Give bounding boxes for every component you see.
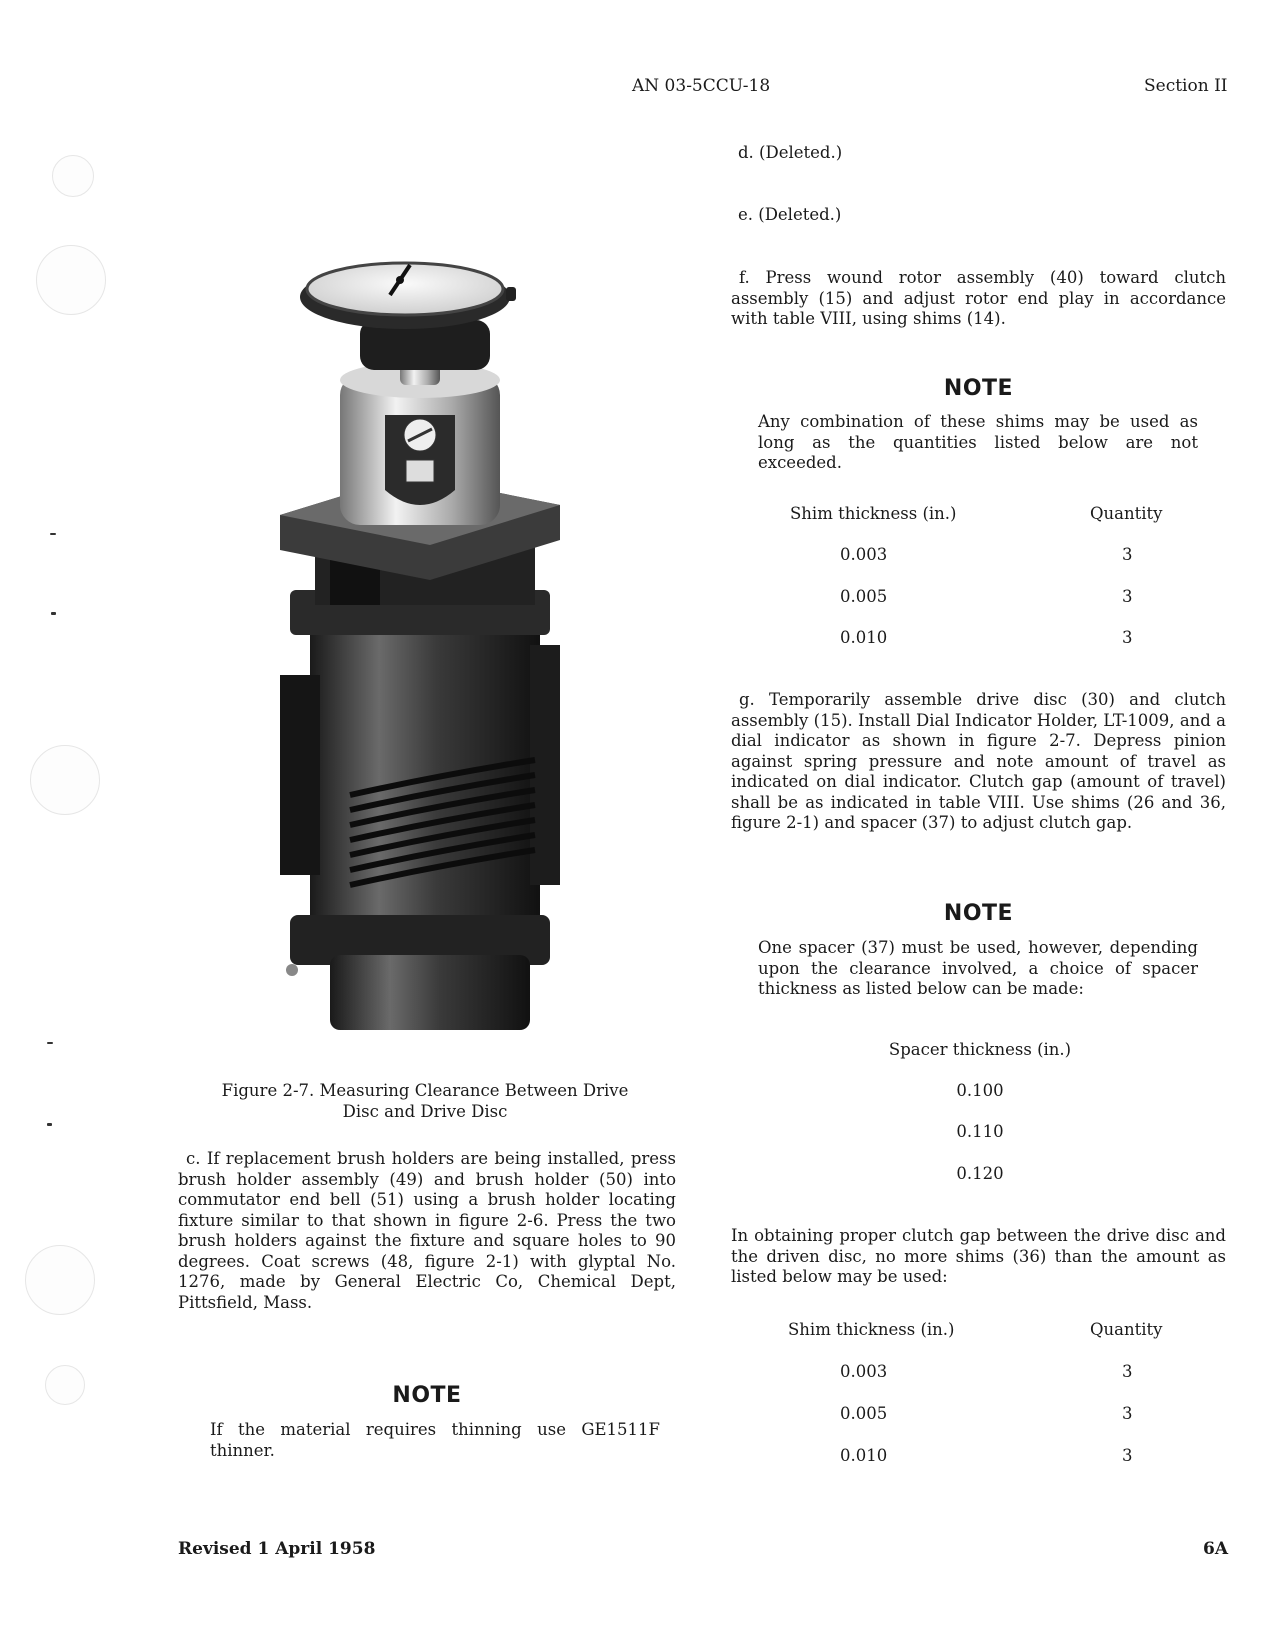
margin-mark — [50, 533, 56, 535]
dial-indicator-assembly-icon — [270, 255, 580, 1045]
revision-date: Revised 1 April 1958 — [178, 1539, 376, 1559]
table-cell: 3 — [1122, 1404, 1133, 1423]
table-header: Spacer thickness (in.) — [888, 1040, 1072, 1059]
figure-caption-line1: Figure 2-7. Measuring Clearance Between Drive — [221, 1081, 629, 1100]
margin-mark — [51, 612, 56, 615]
item-d: d. (Deleted.) — [738, 143, 843, 162]
table-header: Shim thickness (in.) — [788, 1320, 955, 1339]
table-header: Quantity — [1090, 1320, 1163, 1339]
table-cell: 3 — [1122, 545, 1133, 564]
table-header: Quantity — [1090, 504, 1163, 523]
section-label: Section II — [1144, 76, 1228, 96]
table-cell: 3 — [1122, 1362, 1133, 1381]
table-cell: 3 — [1122, 587, 1133, 606]
item-f: f. Press wound rotor assembly (40) toward clutch assembly (15) and adjust rotor end play in accordance with table VIII, using shims (14). — [731, 268, 1226, 328]
doc-number: AN 03-5CCU-18 — [632, 76, 771, 96]
table-header: Shim thickness (in.) — [790, 504, 957, 523]
figure-caption — [190, 1081, 660, 1122]
item-g: g. Temporarily assemble drive disc (30) and clutch assembly (15). Install Dial Indicator Holder, LT-1009, and a dial indicator as shown in figure 2-7. Depress pinion against spring pressure and note amount of travel as indicated on dial indicator. Clutch gap (amount of travel) shall be as indicated in table VIII. Use shims (26 and 36, figure 2-1) and spacer (37) to adjust clutch gap. — [731, 690, 1226, 832]
margin-mark — [47, 1042, 53, 1044]
binder-hole — [45, 1365, 85, 1405]
item-e: e. (Deleted.) — [738, 205, 842, 224]
note-title: NOTE — [943, 901, 1014, 926]
note-title: NOTE — [943, 376, 1014, 401]
table-cell: 3 — [1122, 1446, 1133, 1465]
clutch-gap-text: In obtaining proper clutch gap between the drive disc and the driven disc, no more shims (36) than the amount as listed below may be used: — [731, 1226, 1226, 1286]
note-title: NOTE — [392, 1383, 462, 1408]
binder-hole — [30, 745, 100, 815]
table-cell: 0.003 — [840, 1362, 888, 1381]
item-c: c. If replacement brush holders are being installed, press brush holder assembly (49) and brush holder (50) into commutator end bell (51) using a brush holder locating fixture similar to that shown in figure 2-6. Press the two brush holders against the fixture and square holes to 90 degrees. Coat screws (48, figure 2-1) with glyptal No. 1276, made by General Electric Co, Chemical Dept, Pittsfield, Mass. — [178, 1149, 676, 1312]
table-cell: 0.005 — [840, 587, 888, 606]
table-cell: 3 — [1122, 628, 1133, 647]
table-cell: 0.005 — [840, 1404, 888, 1423]
binder-hole — [36, 245, 106, 315]
margin-mark — [47, 1123, 52, 1126]
note-text: If the material requires thinning use GE1511F thinner. — [210, 1420, 660, 1460]
note-text: Any combination of these shims may be used as long as the quantities listed below are not exceeded. — [758, 412, 1198, 472]
table-cell: 0.120 — [956, 1164, 1004, 1183]
binder-hole — [25, 1245, 95, 1315]
table-cell: 0.010 — [840, 1446, 888, 1465]
table-cell: 0.100 — [956, 1081, 1004, 1100]
table-cell: 0.003 — [840, 545, 888, 564]
page-number: 6A — [1203, 1539, 1229, 1559]
figure-caption-line2: Disc and Drive Disc — [342, 1101, 508, 1121]
note-text: One spacer (37) must be used, however, depending upon the clearance involved, a choice of spacer thickness as listed below can be made: — [758, 938, 1198, 998]
table-cell: 0.110 — [956, 1122, 1004, 1141]
table-cell: 0.010 — [840, 628, 888, 647]
figure-2-7-illustration — [270, 255, 580, 1045]
binder-hole — [52, 155, 94, 197]
